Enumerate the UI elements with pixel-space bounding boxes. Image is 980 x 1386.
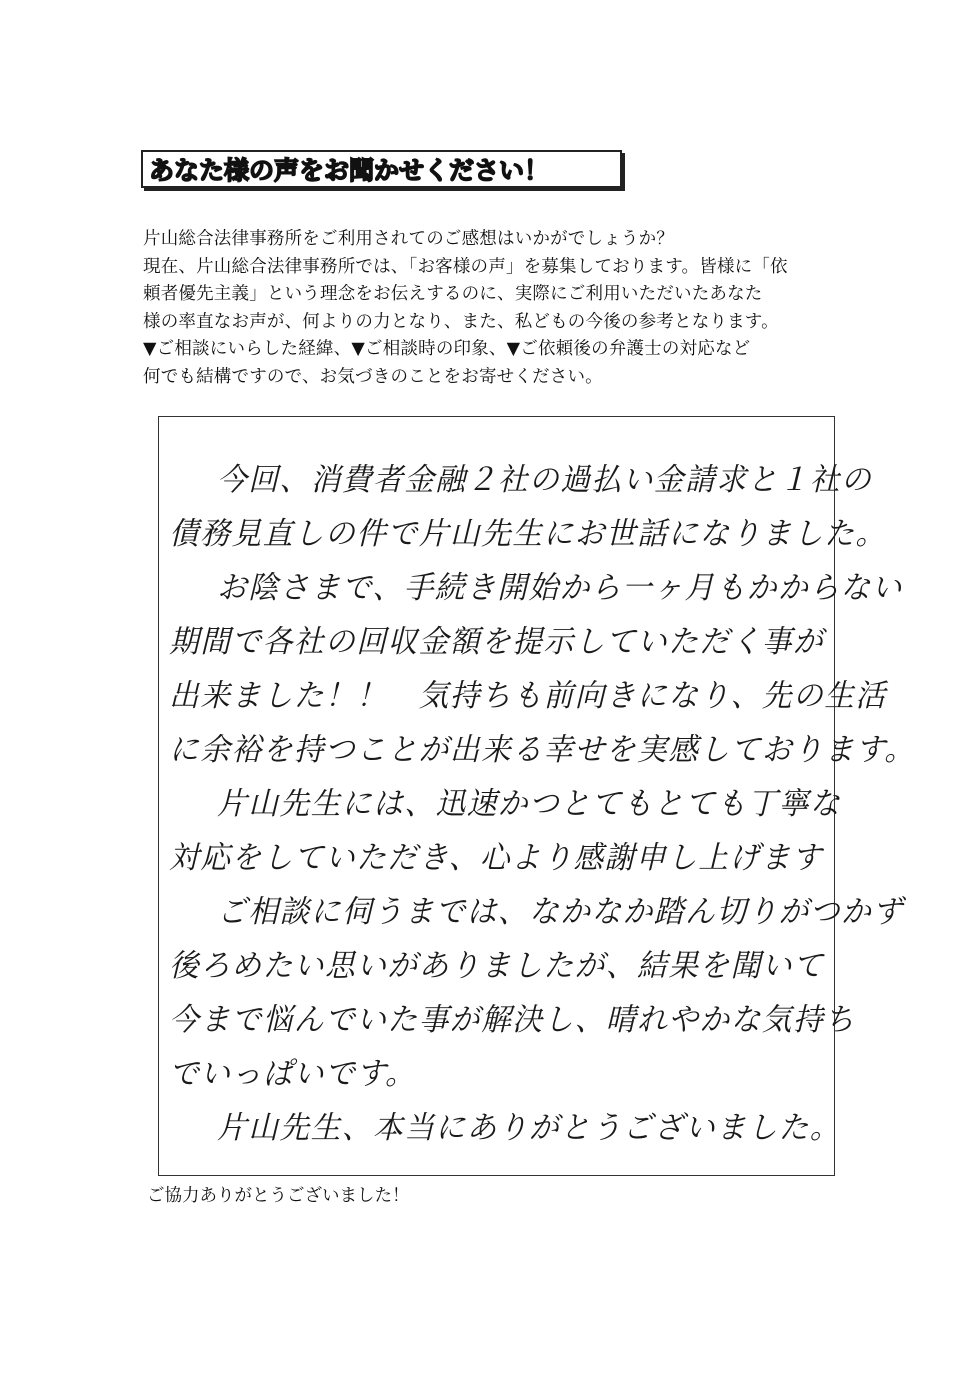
intro-line: 現在、片山総合法律事務所では、「お客様の声」を募集しております。皆様に「依 bbox=[143, 256, 788, 277]
letter-line: 後ろめたい思いがありましたが、結果を聞いて bbox=[169, 948, 825, 984]
handwritten-letter bbox=[169, 453, 916, 1155]
letter-line: 今回、消費者金融２社の過払い金請求と１社の bbox=[217, 462, 873, 498]
section-title-box bbox=[141, 150, 622, 188]
section-title: あなた様の声をお聞かせください！ bbox=[149, 156, 550, 185]
letter-line: 出来ました！！ 気持ちも前向きになり、先の生活 bbox=[169, 678, 887, 714]
handwritten-letter-box bbox=[158, 416, 916, 1176]
letter-line: ご相談に伺うまでは、なかなか踏ん切りがつかず bbox=[217, 894, 904, 930]
intro-line: 頼者優先主義」という理念をお伝えするのに、実際にご利用いただいたあなた bbox=[143, 284, 763, 304]
letter-line: お陰さまで、手続き開始から一ヶ月もかからない bbox=[217, 570, 903, 606]
letter-line: 対応をしていただき、心より感謝申し上げます bbox=[169, 840, 824, 876]
intro-line: 様の率直なお声が、何よりの力となり、また、私どもの今後の参考となります。 bbox=[143, 311, 779, 332]
letter-line: 債務見直しの件で片山先生にお世話になりました。 bbox=[169, 516, 887, 552]
intro-paragraph bbox=[143, 226, 853, 391]
letter-line: でいっぱいです。 bbox=[169, 1056, 417, 1092]
intro-line: ▼ご相談にいらした経緯、▼ご相談時の印象、▼ご依頼後の弁護士の対応など bbox=[143, 339, 751, 359]
thanks-message: ご協力ありがとうございました！ bbox=[147, 1186, 410, 1206]
letter-line: 片山先生には、迅速かつとてもとても丁寧な bbox=[217, 786, 841, 822]
intro-line: 片山総合法律事務所をご利用されてのご感想はいかがでしょうか？ bbox=[143, 229, 674, 249]
intro-line: 何でも結構ですので、お気づきのことをお寄せください。 bbox=[143, 366, 603, 387]
letter-line: 期間で各社の回収金額を提示していただく事が bbox=[169, 624, 825, 660]
letter-line: 片山先生、本当にありがとうございました。 bbox=[217, 1110, 841, 1146]
letter-line: に余裕を持つことが出来る幸せを実感しております。 bbox=[169, 732, 916, 768]
letter-line: 今まで悩んでいた事が解決し、晴れやかな気持ち bbox=[169, 1002, 856, 1038]
